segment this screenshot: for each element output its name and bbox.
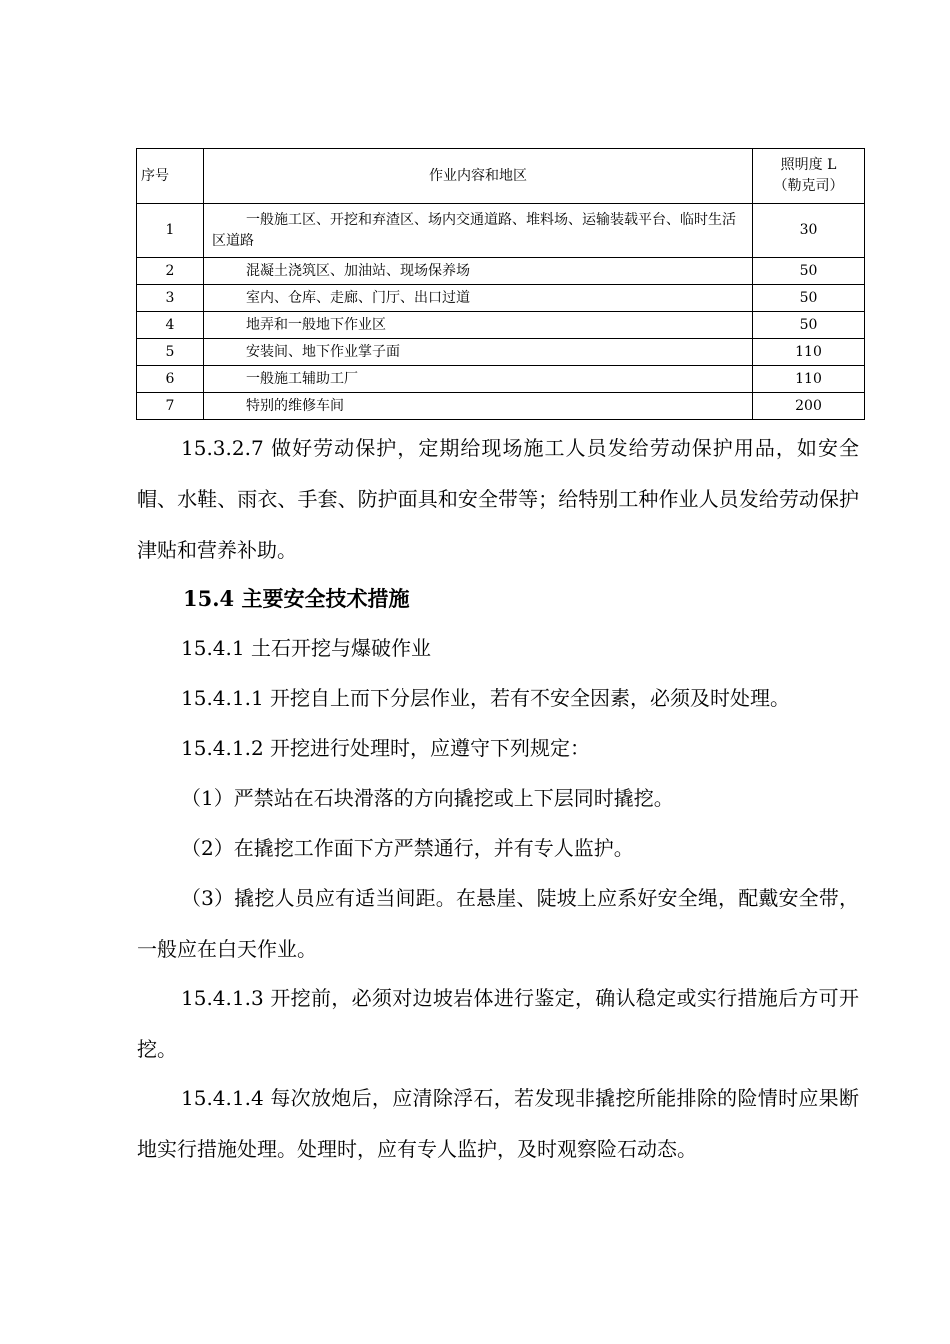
list-item-3: （3）撬挖人员应有适当间距。在悬崖、陡坡上应系好安全绳，配戴安全带，一般应在白天作业。 <box>137 886 859 961</box>
row-no: 4 <box>137 312 204 339</box>
table-row <box>137 393 865 420</box>
row-no: 5 <box>137 339 204 366</box>
header-value-line1: 照明度 L <box>780 157 837 173</box>
row-area: 一般施工区、开挖和弃渣区、场内交通道路、堆料场、运输装载平台、临时生活区道路 <box>204 204 753 258</box>
row-no: 3 <box>137 285 204 312</box>
paragraph-15-3-2-7: 15.3.2.7 做好劳动保护，定期给现场施工人员发给劳动保护用品，如安全帽、水鞋、雨衣、手套、防护面具和安全带等；给特别工种作业人员发给劳动保护津贴和营养补助。 <box>137 436 859 562</box>
paragraph-15-4-1-1: 15.4.1.1 开挖自上而下分层作业，若有不安全因素，必须及时处理。 <box>181 686 791 710</box>
section-heading-15-4: 15.4 主要安全技术措施 <box>183 586 410 611</box>
paragraph-15-4-1-4: 15.4.1.4 每次放炮后，应清除浮石，若发现非撬挖所能排除的险情时应果断地实行措施处理。处理时，应有专人监护，及时观察险石动态。 <box>137 1086 859 1161</box>
header-value <box>753 149 865 204</box>
row-area: 特别的维修车间 <box>204 393 753 420</box>
paragraph-15-4-1: 15.4.1 土石开挖与爆破作业 <box>181 636 431 660</box>
row-no: 1 <box>137 204 204 258</box>
row-area: 安装间、地下作业掌子面 <box>204 339 753 366</box>
paragraph-15-4-1-2: 15.4.1.2 开挖进行处理时，应遵守下列规定： <box>181 736 591 760</box>
row-value: 200 <box>753 393 865 420</box>
table-header-row <box>137 149 865 204</box>
table-row <box>137 366 865 393</box>
header-value-line2: （勒克司） <box>773 178 844 194</box>
row-area: 混凝土浇筑区、加油站、现场保养场 <box>204 258 753 285</box>
table-row <box>137 258 865 285</box>
row-no: 7 <box>137 393 204 420</box>
table-row <box>137 339 865 366</box>
row-no: 2 <box>137 258 204 285</box>
table-row <box>137 285 865 312</box>
row-area: 地弄和一般地下作业区 <box>204 312 753 339</box>
row-area: 一般施工辅助工厂 <box>204 366 753 393</box>
row-no: 6 <box>137 366 204 393</box>
list-item-1: （1）严禁站在石块滑落的方向撬挖或上下层同时撬挖。 <box>181 786 674 810</box>
table-row <box>137 312 865 339</box>
header-no: 序号 <box>137 149 204 204</box>
row-value: 30 <box>753 204 865 258</box>
table-row <box>137 204 865 258</box>
row-value: 110 <box>753 366 865 393</box>
list-item-2: （2）在撬挖工作面下方严禁通行，并有专人监护。 <box>181 836 634 860</box>
row-value: 110 <box>753 339 865 366</box>
illumination-table <box>136 148 865 420</box>
row-value: 50 <box>753 285 865 312</box>
header-area: 作业内容和地区 <box>204 149 753 204</box>
row-value: 50 <box>753 312 865 339</box>
row-value: 50 <box>753 258 865 285</box>
row-area: 室内、仓库、走廊、门厅、出口过道 <box>204 285 753 312</box>
paragraph-15-4-1-3: 15.4.1.3 开挖前，必须对边坡岩体进行鉴定，确认稳定或实行措施后方可开挖。 <box>137 986 859 1061</box>
